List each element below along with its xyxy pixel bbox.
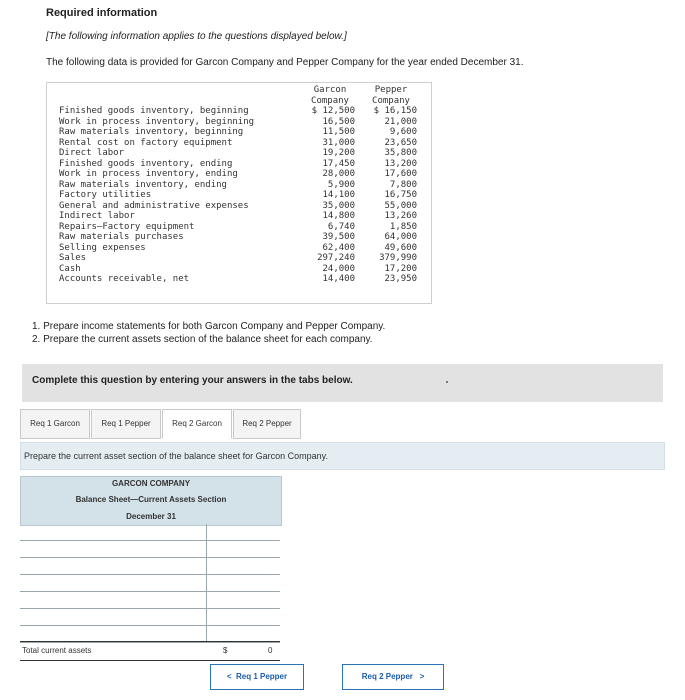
currency-symbol: $	[223, 646, 228, 655]
row-label: Repairs—Factory equipment	[59, 221, 195, 232]
pepper-value: 13,200	[384, 158, 417, 169]
instruction-text: Prepare the current asset section of the balance sheet for Garcon Company.	[24, 451, 329, 461]
row-label: Sales	[59, 253, 87, 263]
prev-req1-pepper-button[interactable]	[210, 664, 304, 690]
pepper-value: 49,600	[384, 242, 417, 253]
garcon-header-line2: Company	[311, 95, 349, 106]
garcon-value: 19,200	[322, 148, 355, 158]
account-input[interactable]	[20, 575, 207, 591]
table-row	[20, 541, 280, 558]
garcon-value: 35,000	[322, 200, 355, 211]
pepper-value: $ 16,150	[373, 106, 417, 116]
account-input[interactable]	[20, 524, 207, 540]
amount-input[interactable]	[207, 592, 279, 608]
row-label: Finished goods inventory, ending	[59, 158, 233, 169]
row-label: Work in process inventory, ending	[59, 169, 238, 179]
garcon-value: 17,450	[322, 158, 355, 169]
question-2: 2. Prepare the current assets section of the balance sheet for each company.	[32, 334, 373, 345]
pepper-value: 23,950	[384, 274, 417, 284]
account-input[interactable]	[20, 592, 207, 608]
pepper-value: 9,600	[389, 127, 417, 137]
chevron-right-icon: >	[419, 672, 425, 681]
row-label: Factory utilities	[59, 190, 152, 200]
garcon-value: 28,000	[322, 169, 355, 179]
pepper-header-line2: Company	[372, 95, 410, 106]
pepper-value: 379,990	[379, 253, 417, 263]
pepper-value: 17,200	[384, 263, 417, 274]
row-label: Direct labor	[59, 148, 125, 158]
account-input[interactable]	[20, 609, 207, 625]
question-1: 1. Prepare income statements for both Garcon Company and Pepper Company.	[32, 321, 386, 332]
garcon-value: 14,400	[322, 274, 355, 284]
row-label: Accounts receivable, net	[59, 274, 190, 284]
pepper-value: 21,000	[384, 116, 417, 127]
questions-list	[32, 320, 385, 346]
pepper-value: 35,800	[384, 148, 417, 158]
company-name: GARCON COMPANY	[111, 479, 191, 488]
pepper-value: 23,650	[384, 137, 417, 148]
row-label: Finished goods inventory, beginning	[59, 106, 249, 116]
garcon-value: 5,900	[327, 179, 355, 190]
row-label: Cash	[59, 263, 81, 274]
garcon-value: 62,400	[322, 242, 355, 253]
pepper-column	[365, 85, 417, 285]
data-table	[46, 82, 432, 304]
account-input[interactable]	[20, 626, 207, 642]
prev-button-label: Req 1 Pepper	[235, 672, 288, 681]
garcon-value: 6,740	[327, 221, 355, 232]
chevron-left-icon: <	[226, 672, 232, 681]
pepper-value: 1,850	[389, 221, 417, 232]
required-information-heading: Required information	[46, 7, 158, 19]
garcon-value: 297,240	[317, 253, 355, 263]
pepper-value: 7,800	[389, 179, 417, 190]
total-value: 0	[268, 646, 273, 655]
amount-input[interactable]	[207, 575, 279, 591]
problem-description: The following data is provided for Garcon Company and Pepper Company for the year ended December 31.	[46, 57, 524, 68]
statement-title: Balance Sheet—Current Assets Section	[75, 495, 227, 504]
next-button-label: Req 2 Pepper	[361, 672, 413, 681]
garcon-value: 11,500	[322, 127, 355, 137]
garcon-value: 14,800	[322, 211, 355, 221]
amount-input[interactable]	[207, 524, 279, 540]
pepper-value: 16,750	[384, 190, 417, 200]
amount-input[interactable]	[207, 609, 279, 625]
row-label: Work in process inventory, beginning	[59, 116, 255, 127]
row-label: Rental cost on factory equipment	[59, 137, 233, 148]
garcon-column	[305, 85, 355, 285]
balance-sheet-header	[20, 476, 282, 526]
table-row	[20, 592, 280, 609]
tab-req2-garcon[interactable]: Req 2 Garcon	[162, 409, 232, 439]
amount-input[interactable]	[207, 541, 279, 557]
garcon-value: 24,000	[322, 263, 355, 274]
row-label: Raw materials inventory, beginning	[59, 127, 244, 137]
row-label: Indirect labor	[59, 211, 135, 221]
garcon-value: 39,500	[322, 232, 355, 242]
table-row	[20, 524, 280, 541]
table-row	[20, 558, 280, 575]
row-label: General and administrative expenses	[59, 200, 249, 211]
table-row	[20, 609, 280, 626]
garcon-value: 16,500	[322, 116, 355, 127]
row-label: Selling expenses	[59, 242, 146, 253]
account-input[interactable]	[20, 541, 207, 557]
tab-req1-pepper[interactable]: Req 1 Pepper	[91, 409, 161, 439]
intro-note: [The following information applies to the questions displayed below.]	[46, 31, 347, 42]
pepper-header-line1: Pepper	[374, 85, 408, 95]
pepper-value: 13,260	[384, 211, 417, 221]
pepper-value: 64,000	[384, 232, 417, 242]
statement-date: December 31	[126, 512, 176, 521]
garcon-value: 14,100	[322, 190, 355, 200]
account-input[interactable]	[20, 558, 207, 574]
table-row	[20, 575, 280, 592]
total-label: Total current assets	[22, 646, 92, 655]
amount-input[interactable]	[207, 558, 279, 574]
pepper-value: 17,600	[384, 169, 417, 179]
garcon-value: $ 12,500	[311, 106, 355, 116]
next-req2-pepper-button[interactable]	[342, 664, 444, 690]
label-column	[59, 106, 254, 285]
dot-icon	[446, 381, 448, 383]
garcon-header-line1: Garcon	[313, 85, 347, 95]
row-label: Raw materials inventory, ending	[59, 179, 227, 190]
complete-prompt: Complete this question by entering your answers in the tabs below.	[32, 375, 353, 386]
garcon-value: 31,000	[322, 137, 355, 148]
pepper-value: 55,000	[384, 200, 417, 211]
total-current-assets-row	[20, 641, 280, 661]
tab-req1-garcon[interactable]: Req 1 Garcon	[20, 409, 90, 439]
row-label: Raw materials purchases	[59, 232, 184, 242]
amount-input[interactable]	[207, 626, 279, 642]
tab-req2-pepper[interactable]: Req 2 Pepper	[233, 409, 301, 439]
